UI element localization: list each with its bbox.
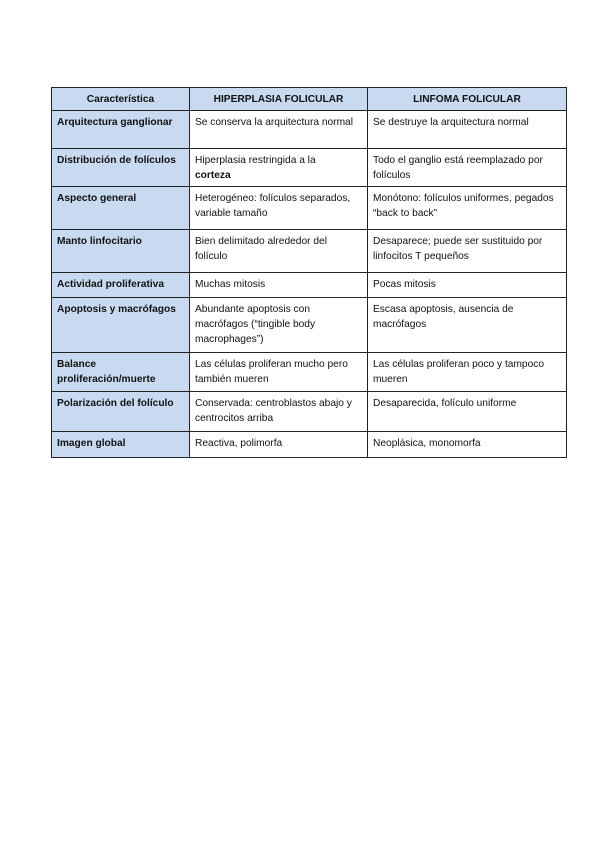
hiperplasia-cell: Las células proliferan mucho pero también mueren bbox=[190, 353, 368, 392]
linfoma-cell: Neoplásica, monomorfa bbox=[368, 432, 567, 458]
row-label: Polarización del folículo bbox=[52, 392, 190, 432]
linfoma-cell: Escasa apoptosis, ausencia de macrófagos bbox=[368, 298, 567, 353]
table-row bbox=[52, 273, 567, 298]
linfoma-cell: Se destruye la arquitectura normal bbox=[368, 111, 567, 149]
row-label: Balance proliferación/muerte bbox=[52, 353, 190, 392]
row-label: Arquitectura ganglionar bbox=[52, 111, 190, 149]
hiperplasia-cell: Bien delimitado alrededor del folículo bbox=[190, 230, 368, 273]
hiperplasia-cell: Se conserva la arquitectura normal bbox=[190, 111, 368, 149]
header-linfoma: LINFOMA FOLICULAR bbox=[368, 88, 567, 111]
hiperplasia-bold-text: corteza bbox=[195, 170, 231, 181]
hiperplasia-cell: Abundante apoptosis con macrófagos (“tingible body macrophages”) bbox=[190, 298, 368, 353]
header-hiperplasia: HIPERPLASIA FOLICULAR bbox=[190, 88, 368, 111]
linfoma-cell: Desaparecida, folículo uniforme bbox=[368, 392, 567, 432]
row-label: Apoptosis y macrófagos bbox=[52, 298, 190, 353]
table-row bbox=[52, 392, 567, 432]
row-label: Manto linfocitario bbox=[52, 230, 190, 273]
linfoma-cell: Desaparece; puede ser sustituido por linfocitos T pequeños bbox=[368, 230, 567, 273]
table-row bbox=[52, 298, 567, 353]
row-label: Distribución de folículos bbox=[52, 149, 190, 187]
linfoma-cell: Todo el ganglio está reemplazado por folículos bbox=[368, 149, 567, 187]
hiperplasia-cell: Conservada: centroblastos abajo y centrocitos arriba bbox=[190, 392, 368, 432]
table-row bbox=[52, 353, 567, 392]
hiperplasia-cell: Muchas mitosis bbox=[190, 273, 368, 298]
row-label: Aspecto general bbox=[52, 187, 190, 230]
hiperplasia-cell bbox=[190, 149, 368, 187]
hiperplasia-text: Hiperplasia restringida a la bbox=[195, 155, 316, 166]
hiperplasia-cell: Heterogéneo: folículos separados, variable tamaño bbox=[190, 187, 368, 230]
hiperplasia-cell: Reactiva, polimorfa bbox=[190, 432, 368, 458]
linfoma-cell: Las células proliferan poco y tampoco mueren bbox=[368, 353, 567, 392]
comparison-table bbox=[51, 87, 567, 458]
table-row bbox=[52, 432, 567, 458]
table-row bbox=[52, 230, 567, 273]
table-row bbox=[52, 187, 567, 230]
row-label: Actividad proliferativa bbox=[52, 273, 190, 298]
header-row bbox=[52, 88, 567, 111]
table-row bbox=[52, 111, 567, 149]
linfoma-cell: Monótono: folículos uniformes, pegados “back to back” bbox=[368, 187, 567, 230]
linfoma-cell: Pocas mitosis bbox=[368, 273, 567, 298]
header-caracteristica: Característica bbox=[52, 88, 190, 111]
table-row bbox=[52, 149, 567, 187]
row-label: Imagen global bbox=[52, 432, 190, 458]
